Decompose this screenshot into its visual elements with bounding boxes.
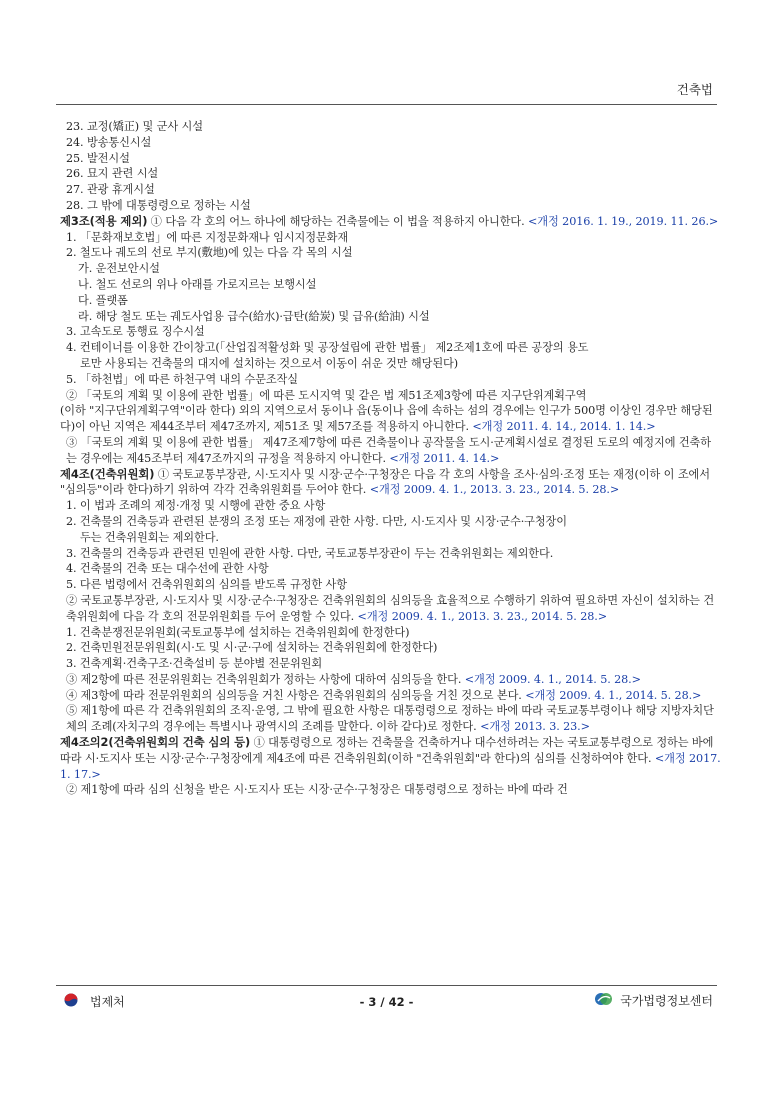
text-line (60, 245, 721, 261)
text-line (60, 182, 721, 198)
text-line (60, 561, 721, 577)
text-segment: 두는 건축위원회는 제외한다. (80, 530, 219, 544)
text-line (60, 293, 721, 309)
text-line (60, 403, 721, 435)
footer-center-label: 국가법령정보센터 (620, 994, 713, 1008)
text-line (60, 119, 721, 135)
text-line (60, 703, 721, 735)
footer-divider (56, 985, 717, 986)
text-segment: ① 대통령령으로 정하는 건축물을 건축하거나 대수선하려는 자는 국토교통부령으로 정하는 바에 따라 시·도지사 또는 시장·군수·구청장에게 제4조에 따른 건축위원회(이하 "건축위원회"라 한다)의 심의를 신청하여야 한다. (60, 736, 714, 765)
footer-right (594, 992, 713, 1009)
text-line (60, 782, 721, 798)
law-text-body (60, 119, 721, 798)
text-segment: 라. 해당 철도 또는 궤도사업용 급수(給水)·급탄(給炭) 및 급유(給油) 시설 (78, 309, 430, 323)
text-segment: ② 제1항에 따라 심의 신청을 받은 시·도지사 또는 시장·군수·구청장은 대통령령으로 정하는 바에 따라 건 (66, 783, 568, 797)
text-line (60, 640, 721, 656)
text-segment: ③ 「국토의 계획 및 이용에 관한 법률」 제47조제7항에 따른 건축물이나 공작물을 도시·군계획시설로 결정된 도로의 예정지에 건축하는 경우에는 제45조부터 제47조까지의 규정을 적용하지 아니한다. (66, 435, 711, 465)
text-line (60, 261, 721, 277)
text-segment: 24. 방송통신시설 (66, 135, 152, 149)
text-line (60, 340, 721, 356)
text-segment: 3. 고속도로 통행료 징수시설 (66, 325, 205, 339)
text-line (60, 151, 721, 167)
header-divider (56, 104, 717, 105)
amendment-note: <개정 2017. 1. 17.> (60, 751, 721, 781)
text-line (60, 546, 721, 562)
amendment-note: <개정 2009. 4. 1., 2013. 3. 23., 2014. 5. 28.> (369, 483, 620, 497)
text-segment: ③ 제2항에 따른 전문위원회는 건축위원회가 정하는 사항에 대하여 심의등을 한다. (66, 672, 465, 686)
page-number: - 3 / 42 - (359, 995, 414, 1009)
text-segment: ① 다음 각 호의 어느 하나에 해당하는 건축물에는 이 법을 적용하지 아니한다. (147, 214, 529, 228)
amendment-note: <개정 2011. 4. 14.> (389, 451, 500, 465)
text-line (60, 166, 721, 182)
article-title: 제4조(건축위원회) (60, 466, 155, 481)
text-line (60, 309, 721, 325)
amendment-note: <개정 2011. 4. 14., 2014. 1. 14.> (472, 420, 656, 434)
text-line (60, 530, 721, 546)
amendment-note: <개정 2009. 4. 1., 2014. 5. 28.> (525, 688, 702, 702)
text-segment: 27. 관광 휴게시설 (66, 183, 155, 197)
text-line (60, 135, 721, 151)
text-segment: 1. 「문화재보호법」에 따른 지정문화재나 임시지정문화재 (66, 230, 349, 244)
text-segment: 3. 건축물의 건축등과 관련된 민원에 관한 사항. 다만, 국토교통부장관이 두는 건축위원회는 제외한다. (66, 546, 554, 560)
text-line (60, 230, 721, 246)
text-line (60, 372, 721, 388)
text-segment: (이하 "지구단위계획구역"이라 한다) 외의 지역으로서 동이나 읍(동이나 읍에 속하는 섬의 경우에는 인구가 500명 이상인 경우만 해당된다)이 아닌 지역은 제44조부터 제47조까지, 제51조 및 제57조를 적용하지 아니한다. (60, 404, 713, 434)
law-center-logo-icon (594, 992, 614, 1009)
text-line (60, 593, 721, 625)
text-line (60, 277, 721, 293)
text-line (60, 198, 721, 214)
text-line (60, 356, 721, 372)
article-paragraph (60, 467, 721, 499)
text-segment: 2. 건축물의 건축등과 관련된 분쟁의 조정 또는 재정에 관한 사항. 다만, 시·도지사 및 시장·군수·구청장이 (66, 514, 567, 528)
article-title: 제3조(적용 제외) (60, 213, 148, 228)
text-segment: 28. 그 밖에 대통령령으로 정하는 시설 (66, 198, 251, 212)
text-segment: 5. 「하천법」에 따른 하천구역 내의 수문조작실 (66, 372, 298, 386)
text-line (60, 324, 721, 340)
article-paragraph (60, 735, 721, 782)
text-segment: 2. 철도나 궤도의 선로 부지(敷地)에 있는 다음 각 목의 시설 (66, 246, 353, 260)
amendment-note: <개정 2009. 4. 1., 2014. 5. 28.> (464, 672, 641, 686)
amendment-note: <개정 2013. 3. 23.> (480, 720, 590, 734)
text-segment: 나. 철도 선로의 위나 아래를 가로지르는 보행시설 (78, 277, 317, 291)
text-segment: 26. 묘지 관련 시설 (66, 167, 159, 181)
text-segment: 2. 건축민원전문위원회(시·도 및 시·군·구에 설치하는 건축위원회에 한정한다) (66, 641, 438, 655)
text-segment: ⑤ 제1항에 따른 각 건축위원회의 조직·운영, 그 밖에 필요한 사항은 대통령령으로 정하는 바에 따라 국토교통부령이나 해당 지방자치단체의 조례(자치구의 경우에는 특별시나 광역시의 조례를 말한다. 이하 같다)로 정한다. (66, 704, 714, 734)
text-line (60, 498, 721, 514)
amendment-note: <개정 2016. 1. 19., 2019. 11. 26.> (528, 214, 719, 228)
text-line (60, 435, 721, 467)
amendment-note: <개정 2009. 4. 1., 2013. 3. 23., 2014. 5. 28.> (357, 609, 607, 623)
article-paragraph (60, 214, 721, 230)
text-segment: 로만 사용되는 건축물의 대지에 설치하는 것으로서 이동이 쉬운 것만 해당된다) (80, 356, 459, 370)
article-title: 제4조의2(건축위원회의 건축 심의 등) (60, 735, 251, 750)
text-segment: 5. 다른 법령에서 건축위원회의 심의를 받도록 규정한 사항 (66, 578, 347, 592)
text-segment: ② 「국토의 계획 및 이용에 관한 법률」에 따른 도시지역 및 같은 법 제51조제3항에 따른 지구단위계획구역 (66, 388, 587, 402)
text-line (60, 514, 721, 530)
text-segment: ② 국토교통부장관, 시·도지사 및 시장·군수·구청장은 건축위원회의 심의등을 효율적으로 수행하기 위하여 필요하면 자신이 설치하는 건축위원회에 다음 각 호의 전문위원회를 두어 운영할 수 있다. (66, 593, 715, 623)
text-line (60, 625, 721, 641)
text-segment: 가. 운전보안시설 (78, 262, 160, 276)
text-segment: 25. 발전시설 (66, 151, 130, 165)
text-segment: ① 국토교통부장관, 시·도지사 및 시장·군수·구청장은 다음 각 호의 사항을 조사·심의·조정 또는 재정(이하 이 조에서 "심의등"이라 한다)하기 위하여 각각 건축위원회를 두어야 한다. (60, 467, 710, 497)
text-segment: 4. 컨테이너를 이용한 간이창고(「산업집적활성화 및 공장설립에 관한 법률」 제2조제1호에 따른 공장의 용도 (66, 341, 589, 355)
text-segment: 3. 건축계획·건축구조·건축설비 등 분야별 전문위원회 (66, 657, 323, 671)
text-line (60, 672, 721, 688)
text-segment: 1. 이 법과 조례의 제정·개정 및 시행에 관한 중요 사항 (66, 499, 326, 513)
text-segment: 23. 교정(矯正) 및 군사 시설 (66, 120, 203, 133)
footer-agency-label: 법제처 (90, 995, 125, 1009)
document-title: 건축법 (676, 82, 713, 97)
text-line (60, 688, 721, 704)
text-line (60, 577, 721, 593)
text-segment: ④ 제3항에 따라 전문위원회의 심의등을 거친 사항은 건축위원회의 심의등을 거친 것으로 본다. (66, 688, 526, 702)
text-line (60, 388, 721, 404)
text-segment: 4. 건축물의 건축 또는 대수선에 관한 사항 (66, 562, 269, 576)
text-segment: 다. 플랫폼 (78, 293, 128, 307)
text-segment: 1. 건축분쟁전문위원회(국토교통부에 설치하는 건축위원회에 한정한다) (66, 625, 410, 639)
text-line (60, 656, 721, 672)
